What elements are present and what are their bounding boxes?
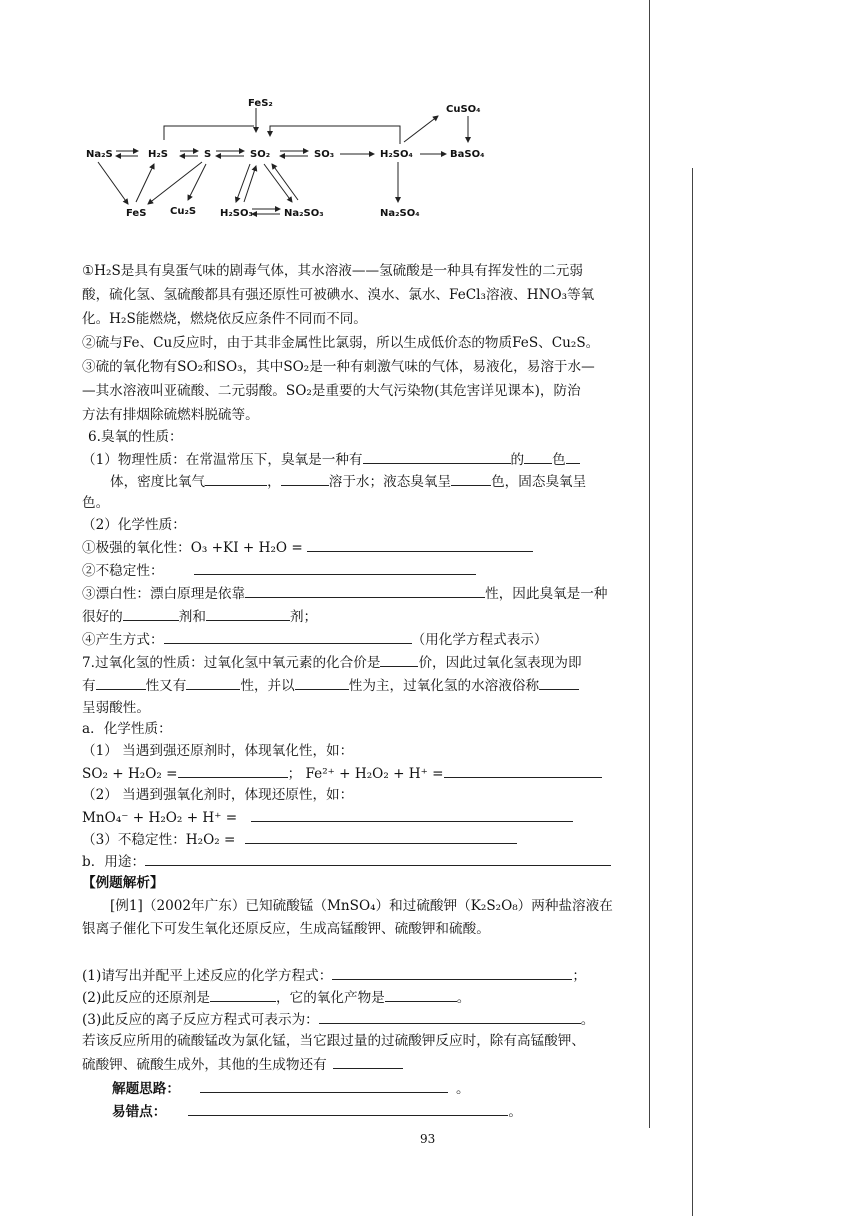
para-oxides-3: 方法有排烟除硫燃料脱硫等。 <box>82 407 259 423</box>
node-cu2s: Cu₂S <box>170 206 197 217</box>
peroxide-2: 有 性又有 性，并以 性为主，过氧化氢的水溶液俗称 <box>82 676 579 695</box>
peroxide-oxidizing: （1） 当遇到强还原剂时，体现氧化性，如： <box>82 743 354 759</box>
peroxide-reducing: （2） 当遇到强氧化剂时，体现还原性，如： <box>82 787 354 803</box>
peroxide-chem-heading: a．化学性质： <box>82 721 172 737</box>
question-3: (3)此反应的离子反应方程式可表示为： 。 <box>82 1012 595 1028</box>
ozone-bleaching-2: 很好的 剂和 剂； <box>82 609 318 625</box>
para-oxides-2: —其水溶液叫亚硫酸、二元弱酸。SO₂是重要的大气污染物(其危害详见课本)，防治 <box>82 383 581 399</box>
peroxide-3: 呈弱酸性。 <box>82 700 150 716</box>
node-na2so4: Na₂SO₄ <box>380 208 420 219</box>
page-right-border <box>649 0 650 1128</box>
heading-ozone: 6.臭氧的性质： <box>88 429 183 445</box>
peroxide-unstable: （3）不稳定性：H₂O₂ = <box>82 830 517 849</box>
node-na2s: Na₂S <box>86 149 113 160</box>
ozone-unstable: ②不稳定性： <box>82 561 476 580</box>
ozone-chemical-heading: （2）化学性质： <box>82 517 186 533</box>
question-extension-1: 若该反应所用的硫酸锰改为氯化锰，当它跟过量的过硫酸钾反应时，除有高锰酸钾、 <box>82 1033 585 1049</box>
node-fes: FeS <box>126 208 147 219</box>
example-1-line1: [例1]（2002年广东）已知硫酸锰（MnSO₄）和过硫酸钾（K₂S₂O₈）两种盐溶液在 <box>110 898 613 914</box>
para-h2s-2: 酸，硫化氢、氢硫酸都具有强还原性可被碘水、溴水、氯水、FeCl₃溶液、HNO₃等氧 <box>82 287 595 303</box>
section-example: 【例题解析】 <box>82 875 164 891</box>
ozone-oxidizing: ①极强的氧化性：O₃ +KI + H₂O = <box>82 538 533 557</box>
para-sulfur-metal: ②硫与Fe、Cu反应时，由于其非金属性比氯弱，所以生成低价态的物质FeS、Cu₂S。 <box>82 335 600 351</box>
ozone-physical-line3: 色。 <box>82 495 110 511</box>
ozone-physical-line1: （1）物理性质：在常温常压下，臭氧是一种有 的 色 <box>82 450 580 469</box>
ozone-physical-line2: 体，密度比氧气 ， 溶于水；液态臭氧呈 色，固态臭氧呈 <box>110 474 587 490</box>
page-number: 93 <box>420 1132 436 1146</box>
node-fes2: FeS₂ <box>248 98 273 109</box>
peroxide-equations-1: SO₂ + H₂O₂ = ； Fe²⁺ + H₂O₂ + H⁺ = <box>82 764 602 783</box>
peroxide-1: 7.过氧化氢的性质：过氧化氢中氧元素的化合价是 价，因此过氧化氢表现为即 <box>82 655 582 671</box>
node-cuso4: CuSO₄ <box>446 104 481 115</box>
binding-line <box>692 168 693 1216</box>
node-s: S <box>204 149 212 160</box>
ozone-bleaching-1: ③漂白性：漂白原理是依靠 性，因此臭氧是一种 <box>82 586 608 602</box>
question-1: (1)请写出并配平上述反应的化学方程式： ； <box>82 968 586 984</box>
node-h2s: H₂S <box>148 149 168 160</box>
para-h2s-3: 化。H₂S能燃烧，燃烧依反应条件不同而不同。 <box>82 311 367 327</box>
para-h2s-1: ①H₂S是具有臭蛋气味的剧毒气体，其水溶液——氢硫酸是一种具有挥发性的二元弱 <box>82 263 583 279</box>
example-1-line2: 银离子催化下可发生氧化还原反应，生成高锰酸钾、硫酸钾和硫酸。 <box>82 921 490 937</box>
node-so2: SO₂ <box>250 149 271 160</box>
peroxide-uses: b．用途： <box>82 852 611 871</box>
solution-approach: 解题思路： 。 <box>112 1081 470 1097</box>
node-na2so3: Na₂SO₃ <box>284 208 324 219</box>
question-extension-2: 硫酸钾、硫酸生成外，其他的生成物还有 <box>82 1055 403 1074</box>
node-so3: SO₃ <box>314 149 335 160</box>
common-mistakes: 易错点： 。 <box>112 1104 522 1120</box>
node-h2so3: H₂SO₃ <box>220 208 253 219</box>
para-oxides-1: ③硫的氧化物有SO₂和SO₃，其中SO₂是一种有刺激气味的气体，易液化，易溶于水— <box>82 359 595 375</box>
question-2: (2)此反应的还原剂是 ，它的氧化产物是 。 <box>82 990 471 1006</box>
peroxide-equations-2: MnO₄⁻ + H₂O₂ + H⁺ = <box>82 808 573 827</box>
node-baso4: BaSO₄ <box>450 149 485 160</box>
sulfur-compounds-diagram <box>84 94 496 226</box>
node-h2so4: H₂SO₄ <box>380 149 413 160</box>
ozone-production: ④产生方式： （用化学方程式表示） <box>82 632 548 648</box>
